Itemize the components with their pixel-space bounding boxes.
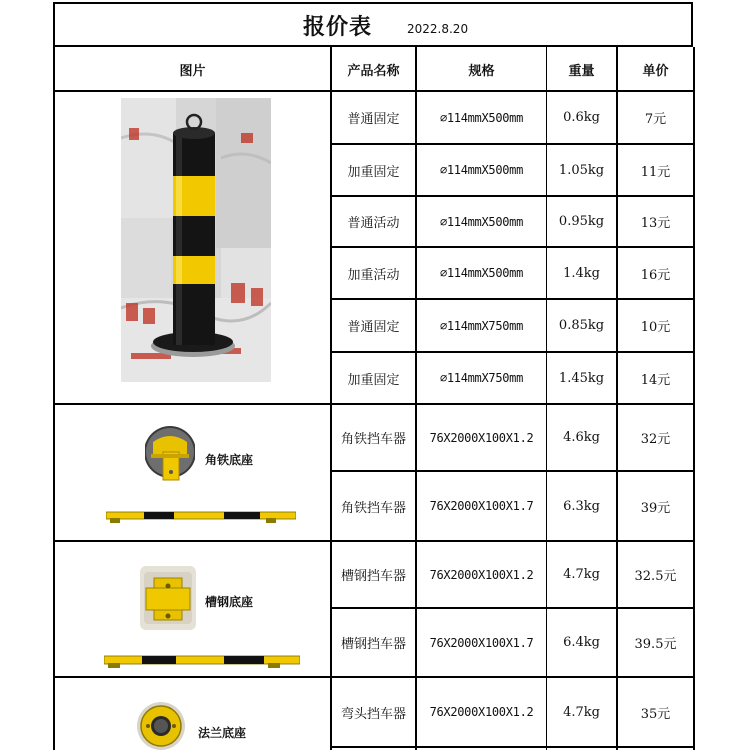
channel-base-photo xyxy=(140,566,196,630)
row-spec: 76X2000X100X1.2 xyxy=(429,567,534,582)
row-name: 普通活动 xyxy=(347,216,400,231)
row-weight: 4.6kg xyxy=(563,430,600,445)
row-name: 角铁挡车器 xyxy=(340,432,406,447)
row-weight: 1.4kg xyxy=(563,265,600,281)
row-price: 32.5元 xyxy=(634,569,677,584)
row-spec: 76X2000X100X1.2 xyxy=(429,705,534,719)
grid-line xyxy=(330,746,695,748)
row-weight: 0.95kg xyxy=(558,214,605,229)
row-weight: 0.85kg xyxy=(558,318,605,333)
angle-base-photo xyxy=(145,424,195,490)
row-spec: 76X2000X100X1.2 xyxy=(429,430,534,445)
header-name: 产品名称 xyxy=(347,64,400,79)
header-spec: 规格 xyxy=(468,64,495,79)
angle-bar-photo xyxy=(106,506,296,524)
row-spec: ⌀114mmX500mm xyxy=(439,163,524,177)
flange-base-photo xyxy=(136,700,186,750)
row-price: 7元 xyxy=(644,112,667,127)
header-price: 单价 xyxy=(642,64,669,79)
row-spec: 76X2000X100X1.7 xyxy=(429,499,534,513)
row-price: 35元 xyxy=(640,706,671,722)
row-name: 角铁挡车器 xyxy=(340,500,406,516)
grid-line xyxy=(693,47,695,750)
row-price: 16元 xyxy=(640,267,671,283)
grid-line xyxy=(53,47,55,750)
row-price: 10元 xyxy=(640,320,671,335)
row-spec: ⌀114mmX750mm xyxy=(439,318,524,333)
bollard-photo xyxy=(121,98,271,382)
row-name: 普通固定 xyxy=(347,320,400,335)
row-weight: 6.3kg xyxy=(563,498,600,514)
row-weight: 4.7kg xyxy=(563,704,600,720)
row-price: 11元 xyxy=(640,164,671,180)
document-date: 2022.8.20 xyxy=(407,22,469,36)
document-title: 报价表 xyxy=(303,14,373,40)
row-price: 39元 xyxy=(640,500,671,516)
channel-base-caption: 槽钢底座 xyxy=(205,595,254,609)
row-weight: 1.45kg xyxy=(558,370,605,386)
row-price: 14元 xyxy=(640,372,671,388)
row-price: 13元 xyxy=(640,216,671,231)
title-box xyxy=(53,2,693,47)
header-weight: 重量 xyxy=(568,64,595,79)
row-weight: 6.4kg xyxy=(563,635,600,650)
row-price: 39.5元 xyxy=(634,637,677,652)
header-image: 图片 xyxy=(179,64,206,79)
flange-base-caption: 法兰底座 xyxy=(198,726,247,740)
row-name: 槽钢挡车器 xyxy=(340,569,406,584)
angle-base-caption: 角铁底座 xyxy=(205,453,254,467)
row-spec: ⌀114mmX500mm xyxy=(439,214,524,229)
row-weight: 0.6kg xyxy=(563,110,600,125)
row-name: 普通固定 xyxy=(347,112,400,127)
channel-bar-photo xyxy=(104,651,300,669)
row-name: 加重固定 xyxy=(347,164,400,180)
row-weight: 1.05kg xyxy=(558,162,605,178)
row-name: 槽钢挡车器 xyxy=(340,637,406,652)
row-spec: ⌀114mmX500mm xyxy=(439,266,524,280)
row-spec: 76X2000X100X1.7 xyxy=(429,635,534,650)
row-spec: ⌀114mmX750mm xyxy=(439,371,524,385)
row-name: 加重活动 xyxy=(347,267,400,283)
row-spec: ⌀114mmX500mm xyxy=(439,110,524,125)
row-name: 加重固定 xyxy=(347,372,400,388)
row-price: 32元 xyxy=(640,432,671,447)
row-name: 弯头挡车器 xyxy=(340,706,406,722)
row-weight: 4.7kg xyxy=(563,567,600,582)
